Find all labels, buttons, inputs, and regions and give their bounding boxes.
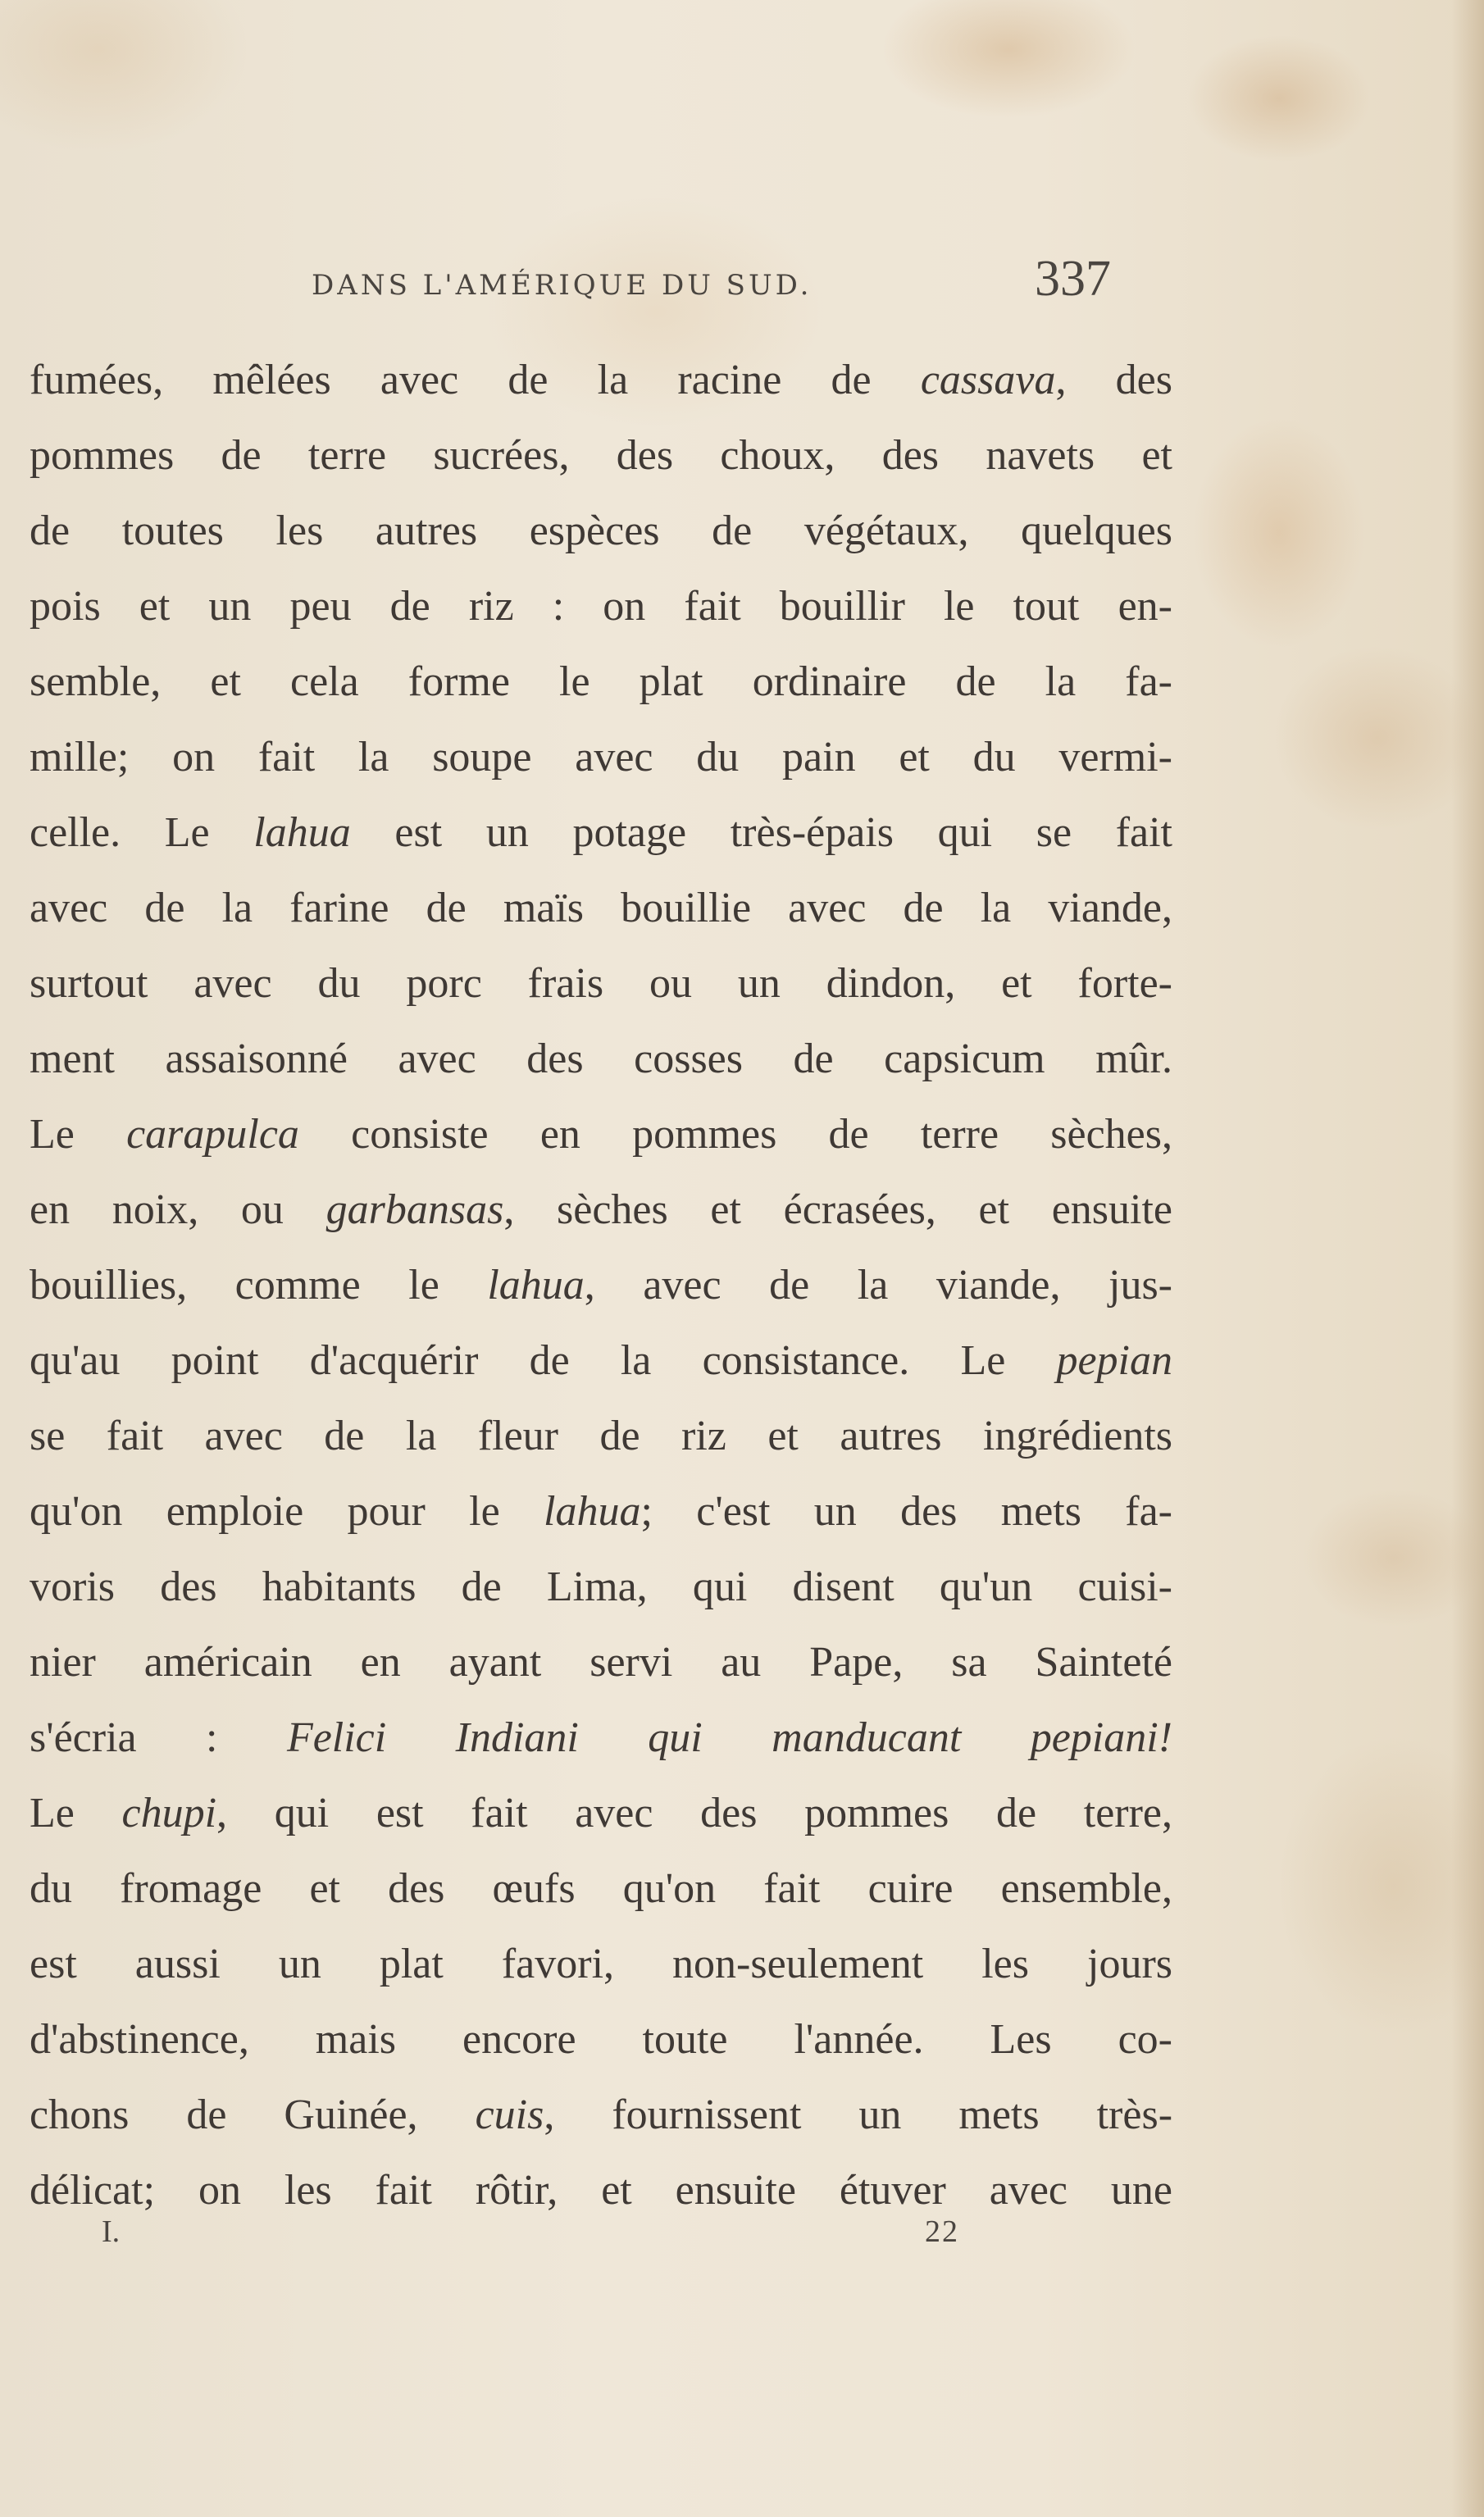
text-run: Le — [30, 1111, 127, 1158]
text-run: , qui est fait avec des pommes de terre, — [216, 1790, 1172, 1837]
text-line — [30, 494, 1172, 569]
text-line — [30, 569, 1172, 644]
italic-term: pepian — [1056, 1337, 1172, 1384]
text-line — [30, 720, 1172, 795]
text-run: est aussi un plat favori, non-seulement les jours — [30, 1941, 1172, 1987]
text-run: fumées, mêlées avec de la racine de — [30, 357, 921, 403]
text-run: bouillies, comme le — [30, 1262, 488, 1309]
text-line — [30, 1700, 1172, 1776]
text-run: est un potage très-épais qui se fait — [350, 809, 1172, 856]
page-number: 337 — [1035, 251, 1111, 307]
text-run: pommes de terre sucrées, des choux, des navets et — [30, 432, 1172, 479]
text-run: celle. Le — [30, 809, 254, 856]
text-run: , sèches et écrasées, et ensuite — [503, 1186, 1172, 1233]
text-run: chons de Guinée, — [30, 2091, 476, 2138]
text-line — [30, 946, 1172, 1022]
text-line — [30, 2078, 1172, 2153]
text-line — [30, 871, 1172, 946]
running-head: DANS L'AMÉRIQUE DU SUD. — [312, 269, 813, 302]
text-run: mille; on fait la soupe avec du pain et du vermi- — [30, 734, 1172, 781]
text-run: ment assaisonné avec des cosses de capsicum mûr. — [30, 1035, 1172, 1082]
text-run: qu'on emploie pour le — [30, 1488, 544, 1535]
italic-term: garbansas — [325, 1186, 504, 1233]
text-line — [30, 1776, 1172, 1851]
text-run: qu'au point d'acquérir de la consistance. Le — [30, 1337, 1057, 1384]
italic-term: lahua — [253, 809, 351, 856]
text-line — [30, 1851, 1172, 1927]
text-run: se fait avec de la fleur de riz et autres ingrédients — [30, 1413, 1172, 1459]
text-run: s'écria : — [30, 1714, 287, 1761]
text-line — [30, 1399, 1172, 1474]
text-line — [30, 795, 1172, 871]
text-run: avec de la farine de maïs bouillie avec de la viande, — [30, 885, 1172, 931]
text-run: ; c'est un des mets fa- — [640, 1488, 1172, 1535]
italic-term: cuis — [475, 2091, 544, 2138]
signature-number: 22 — [925, 2214, 959, 2249]
text-line — [30, 343, 1172, 418]
volume-mark: I. — [102, 2214, 121, 2249]
text-run: , fournissent un mets très- — [544, 2091, 1172, 2138]
text-line — [30, 2002, 1172, 2078]
text-line — [30, 418, 1172, 494]
text-run: d'abstinence, mais encore toute l'année. Les co- — [30, 2016, 1172, 2063]
text-line — [30, 1248, 1172, 1323]
text-run: Le — [30, 1790, 122, 1837]
italic-term: Felici Indiani qui manducant pepiani! — [286, 1714, 1172, 1761]
text-run: , avec de la viande, jus- — [584, 1262, 1172, 1309]
text-run: de toutes les autres espèces de végétaux, quelques — [30, 507, 1172, 554]
text-line — [30, 1323, 1172, 1399]
text-line — [30, 1474, 1172, 1550]
text-run: du fromage et des œufs qu'on fait cuire ensemble, — [30, 1865, 1172, 1912]
italic-term: chupi — [121, 1790, 217, 1837]
italic-term: carapulca — [126, 1111, 299, 1158]
text-run: en noix, ou — [30, 1186, 326, 1233]
body-text — [30, 343, 1172, 2228]
text-run: nier américain en ayant servi au Pape, sa Sainteté — [30, 1639, 1172, 1686]
text-line — [30, 1172, 1172, 1248]
text-run: voris des habitants de Lima, qui disent qu'un cuisi- — [30, 1563, 1172, 1610]
text-run: , des — [1055, 357, 1172, 403]
italic-term: cassava — [920, 357, 1056, 403]
text-line — [30, 1022, 1172, 1097]
text-run: surtout avec du porc frais ou un dindon, et forte- — [30, 960, 1172, 1007]
text-line — [30, 1927, 1172, 2002]
text-line — [30, 2153, 1172, 2228]
text-run: délicat; on les fait rôtir, et ensuite étuver avec une — [30, 2167, 1172, 2214]
italic-term: lahua — [544, 1488, 641, 1535]
text-line — [30, 1097, 1172, 1172]
text-line — [30, 1625, 1172, 1700]
text-run: consiste en pommes de terre sèches, — [298, 1111, 1172, 1158]
text-run: semble, et cela forme le plat ordinaire de la fa- — [30, 658, 1172, 705]
text-line — [30, 644, 1172, 720]
text-line — [30, 1550, 1172, 1625]
text-run: pois et un peu de riz : on fait bouillir le tout en- — [30, 583, 1172, 630]
italic-term: lahua — [487, 1262, 585, 1309]
